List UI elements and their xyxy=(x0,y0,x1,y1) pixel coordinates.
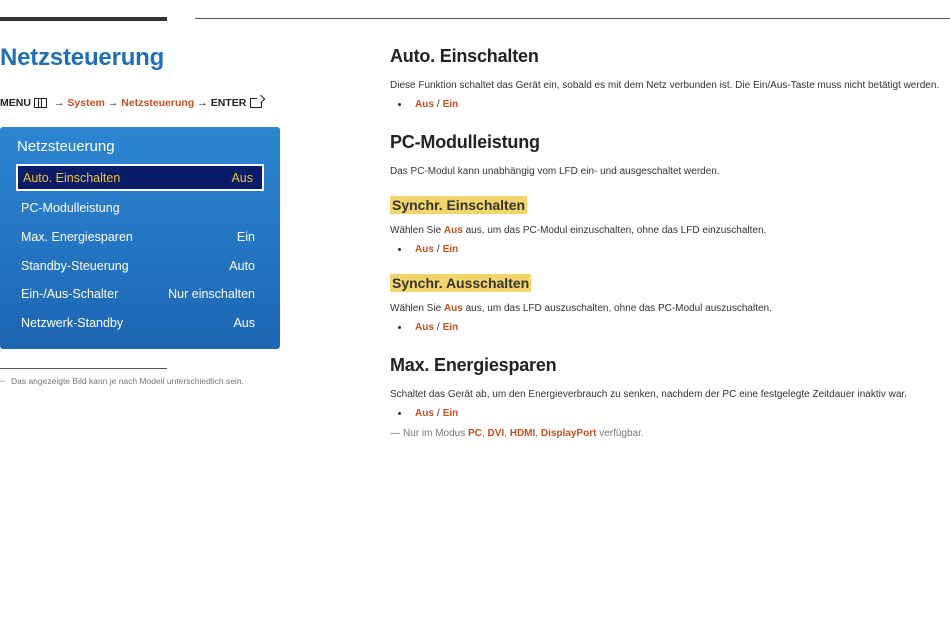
text-auto-einschalten: Diese Funktion schaltet das Gerät ein, sobald es mit dem Netz verbunden ist. Die Ein/Aus-Taste muss nicht betätigt werden. xyxy=(390,80,940,91)
osd-item-value: Ein xyxy=(236,229,255,244)
note-prefix: Nur im Modus xyxy=(403,428,469,439)
breadcrumb-arrow: → xyxy=(197,97,208,109)
heading-synchr-ausschalten: Synchr. Ausschalten xyxy=(392,275,530,291)
breadcrumb-arrow: → xyxy=(53,97,65,109)
osd-item-value: Auto xyxy=(229,258,255,273)
options-max-energiesparen xyxy=(398,408,458,419)
text-pc-modulleistung: Das PC-Modul kann unabhängig vom LFD ein- und ausgeschaltet werden. xyxy=(390,166,720,177)
breadcrumb-enter: ENTER xyxy=(210,97,247,109)
text-part: Wählen Sie xyxy=(390,225,444,236)
option-ein: Ein xyxy=(442,99,459,110)
heading-max-energiesparen: Max. Energiesparen xyxy=(390,355,557,375)
options-synchr-einschalten xyxy=(398,244,458,255)
breadcrumb-system: System xyxy=(67,97,105,109)
osd-item-label: PC-Modulleistung xyxy=(21,200,120,215)
breadcrumb-arrow: → xyxy=(107,97,119,109)
text-max-energiesparen: Schaltet das Gerät ab, um den Energieverbrauch zu senken, nachdem der PC eine festgelegte Zeitdauer inaktiv war. xyxy=(390,389,907,400)
text-part: Wählen Sie xyxy=(390,303,444,314)
option-aus: Aus xyxy=(415,244,434,255)
mode-comma: , xyxy=(504,428,510,439)
options-synchr-ausschalten xyxy=(398,322,458,333)
bullet-dot xyxy=(398,103,401,106)
footnote-text: Das angezeigte Bild kann je nach Modell unterschiedlich sein. xyxy=(10,376,244,386)
mode-comma: , xyxy=(535,428,541,439)
bullet-dot xyxy=(398,412,401,415)
option-ein: Ein xyxy=(442,408,459,419)
osd-item-auto-einschalten[interactable] xyxy=(16,164,264,191)
osd-item-label: Standby-Steuerung xyxy=(21,258,129,273)
mode-comma: , xyxy=(481,428,488,439)
text-highlight-aus: Aus xyxy=(443,225,463,236)
osd-item-label: Netzwerk-Standby xyxy=(21,315,124,330)
osd-item-label: Auto. Einschalten xyxy=(23,170,121,185)
osd-item-max-energiesparen[interactable] xyxy=(16,223,264,250)
osd-item-pc-modulleistung[interactable] xyxy=(16,194,264,221)
text-part: aus, um das PC-Modul einzuschalten, ohne das LFD einzuschalten. xyxy=(462,225,767,236)
osd-item-value: Aus xyxy=(231,170,253,185)
osd-item-value: Aus xyxy=(233,315,255,330)
text-part: aus, um das LFD auszuschalten, ohne das PC-Modul auszuschalten. xyxy=(462,303,772,314)
osd-item-value: Nur einschalten xyxy=(168,286,255,301)
option-separator: / xyxy=(436,408,440,419)
osd-item-standby-steuerung[interactable] xyxy=(16,252,264,279)
page-title: Netzsteuerung xyxy=(0,44,165,71)
osd-menu-panel xyxy=(0,127,280,349)
option-separator: / xyxy=(436,99,440,110)
osd-item-ein-aus-schalter[interactable] xyxy=(16,280,264,307)
option-separator: / xyxy=(436,244,440,255)
option-ein: Ein xyxy=(442,322,459,333)
image-footnote xyxy=(0,376,244,386)
heading-auto-einschalten: Auto. Einschalten xyxy=(390,46,539,66)
top-rule-left xyxy=(0,17,167,21)
note-suffix: verfügbar. xyxy=(596,428,644,439)
text-synchr-ausschalten xyxy=(390,303,772,314)
option-aus: Aus xyxy=(415,99,434,110)
osd-menu-title: Netzsteuerung xyxy=(17,138,115,155)
options-auto-einschalten xyxy=(398,99,458,110)
mode-dvi: DVI xyxy=(487,428,505,439)
text-highlight-aus: Aus xyxy=(443,303,463,314)
option-ein: Ein xyxy=(442,244,459,255)
mode-displayport: DisplayPort xyxy=(540,428,597,439)
osd-item-netzwerk-standby[interactable] xyxy=(16,309,264,336)
osd-item-label: Max. Energiesparen xyxy=(21,229,133,244)
heading-synchr-einschalten: Synchr. Einschalten xyxy=(392,197,526,213)
text-synchr-einschalten xyxy=(390,225,766,236)
option-separator: / xyxy=(436,322,440,333)
bullet-dot xyxy=(398,326,401,329)
top-rule-right xyxy=(195,18,950,19)
breadcrumb-section: Netzsteuerung xyxy=(121,97,195,109)
osd-item-label: Ein-/Aus-Schalter xyxy=(21,286,119,301)
mode-pc: PC xyxy=(468,428,482,439)
breadcrumb xyxy=(0,97,262,109)
breadcrumb-menu: MENU xyxy=(0,97,31,109)
option-aus: Aus xyxy=(415,322,434,333)
heading-pc-modulleistung: PC-Modulleistung xyxy=(390,132,540,152)
footnote-dash: − xyxy=(0,376,5,386)
menu-grid-icon xyxy=(34,98,47,108)
bullet-dot xyxy=(398,248,401,251)
note-modes xyxy=(390,428,644,439)
option-aus: Aus xyxy=(415,408,434,419)
footnote-rule xyxy=(0,368,167,369)
enter-icon xyxy=(250,98,262,108)
note-dash: ― xyxy=(390,428,400,439)
mode-hdmi: HDMI xyxy=(509,428,536,439)
